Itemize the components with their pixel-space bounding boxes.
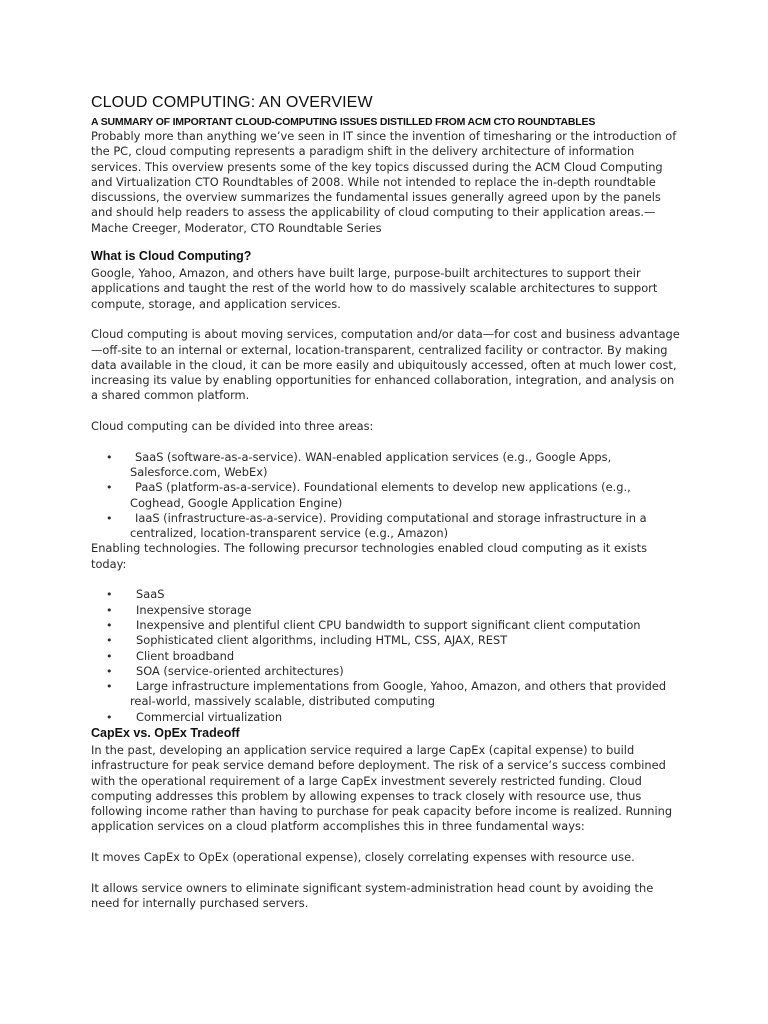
- intro-paragraph: Probably more than anything we’ve seen in IT since the invention of timesharing or the introduction of the PC, cloud computing represents a paradigm shift in the delivery architecture of information services. This overview presents some of the key topics discussed during the ACM Cloud Computing and Virtualization CTO Roundtables of 2008. While not intended to replace the in-depth roundtable discussions, the overview summarizes the fundamental issues generally agreed upon by the panels and should help readers to assess the applicability of cloud computing to their application areas.—Mache Creeger, Moderator, CTO Roundtable Series: [91, 129, 677, 235]
- list-item: • Commercial virtualization: [106, 709, 283, 724]
- list-item: • Client broadband: [106, 648, 235, 663]
- bullet-icon: •: [106, 664, 113, 678]
- what-paragraph-3: Cloud computing can be divided into three areas:: [91, 419, 374, 434]
- bullet-icon: •: [106, 649, 113, 663]
- enabling-technologies-list: [91, 587, 681, 725]
- capex-paragraph-2: It moves CapEx to OpEx (operational expense), closely correlating expenses with resource use.: [91, 850, 635, 865]
- three-areas-list: [91, 450, 681, 542]
- bullet-icon: •: [106, 481, 113, 495]
- capex-paragraph-1: In the past, developing an application service required a large CapEx (capital expense) to build infrastructure for peak service demand before deployment. The risk of a service’s success combined with the operational requirement of a large CapEx investment severely restricted funding. Cloud computing addresses this problem by allowing expenses to track closely with resource use, thus following income rather than having to purchase for peak capacity before income is realized. Running application services on a cloud platform accomplishes this in three fundamental ways:: [91, 742, 673, 834]
- bullet-icon: •: [106, 634, 113, 648]
- list-item: • Large infrastructure implementations from Google, Yahoo, Amazon, and others that provided real-world, massively scalable, distributed computing: [106, 679, 667, 709]
- capex-paragraph-3: It allows service owners to eliminate significant system-administration head count by avoiding the need for internally purchased servers.: [91, 880, 654, 910]
- list-item: • SaaS (software-as-a-service). WAN-enabled application services (e.g., Google Apps, Salesforce.com, WebEx): [106, 449, 612, 479]
- section-heading-capex-opex: CapEx vs. OpEx Tradeoff: [91, 725, 240, 740]
- bullet-icon: •: [106, 710, 113, 724]
- bullet-icon: •: [106, 588, 113, 602]
- list-item: • IaaS (infrastructure-as-a-service). Providing computational and storage infrastructure in a centralized, location-transparent service (e.g., Amazon): [106, 510, 647, 541]
- section-heading-what-is-cloud: What is Cloud Computing?: [91, 249, 252, 264]
- what-paragraph-1: Google, Yahoo, Amazon, and others have built large, purpose-built architectures to support their applications and taught the rest of the world how to do massively scalable architectures to support compute, storage, and application services.: [91, 266, 658, 311]
- bullet-icon: •: [106, 680, 113, 694]
- list-item: • SOA (service-oriented architectures): [106, 663, 344, 678]
- list-item: • Inexpensive storage: [106, 602, 252, 617]
- list-item: • Inexpensive and plentiful client CPU bandwidth to support significant client computation: [106, 617, 641, 632]
- what-paragraph-2: Cloud computing is about moving services, computation and/or data—for cost and business advantage—off-site to an internal or external, location-transparent, centralized facility or contractor. By making data available in the cloud, it can be more easily and ubiquitously accessed, often at much lower cost, increasing its value by enabling opportunities for enhanced collaboration, integration, and analysis on a shared common platform.: [91, 327, 680, 403]
- document-page: [91, 93, 681, 911]
- bullet-icon: •: [106, 603, 113, 617]
- list-item: • PaaS (platform-as-a-service). Foundational elements to develop new applications (e.g., Coghead, Google Application Engine): [106, 480, 631, 510]
- bullet-icon: •: [106, 511, 113, 525]
- bullet-icon: •: [106, 450, 113, 464]
- enabling-technologies-intro: Enabling technologies. The following precursor technologies enabled cloud computing as it exists today:: [91, 541, 648, 571]
- document-title: CLOUD COMPUTING: AN OVERVIEW: [91, 94, 373, 111]
- list-item: • SaaS: [106, 587, 165, 602]
- bullet-icon: •: [106, 618, 113, 632]
- list-item: • Sophisticated client algorithms, including HTML, CSS, AJAX, REST: [106, 633, 508, 648]
- document-subtitle: A SUMMARY OF IMPORTANT CLOUD-COMPUTING ISSUES DISTILLED FROM ACM CTO ROUNDTABLES: [91, 116, 596, 128]
